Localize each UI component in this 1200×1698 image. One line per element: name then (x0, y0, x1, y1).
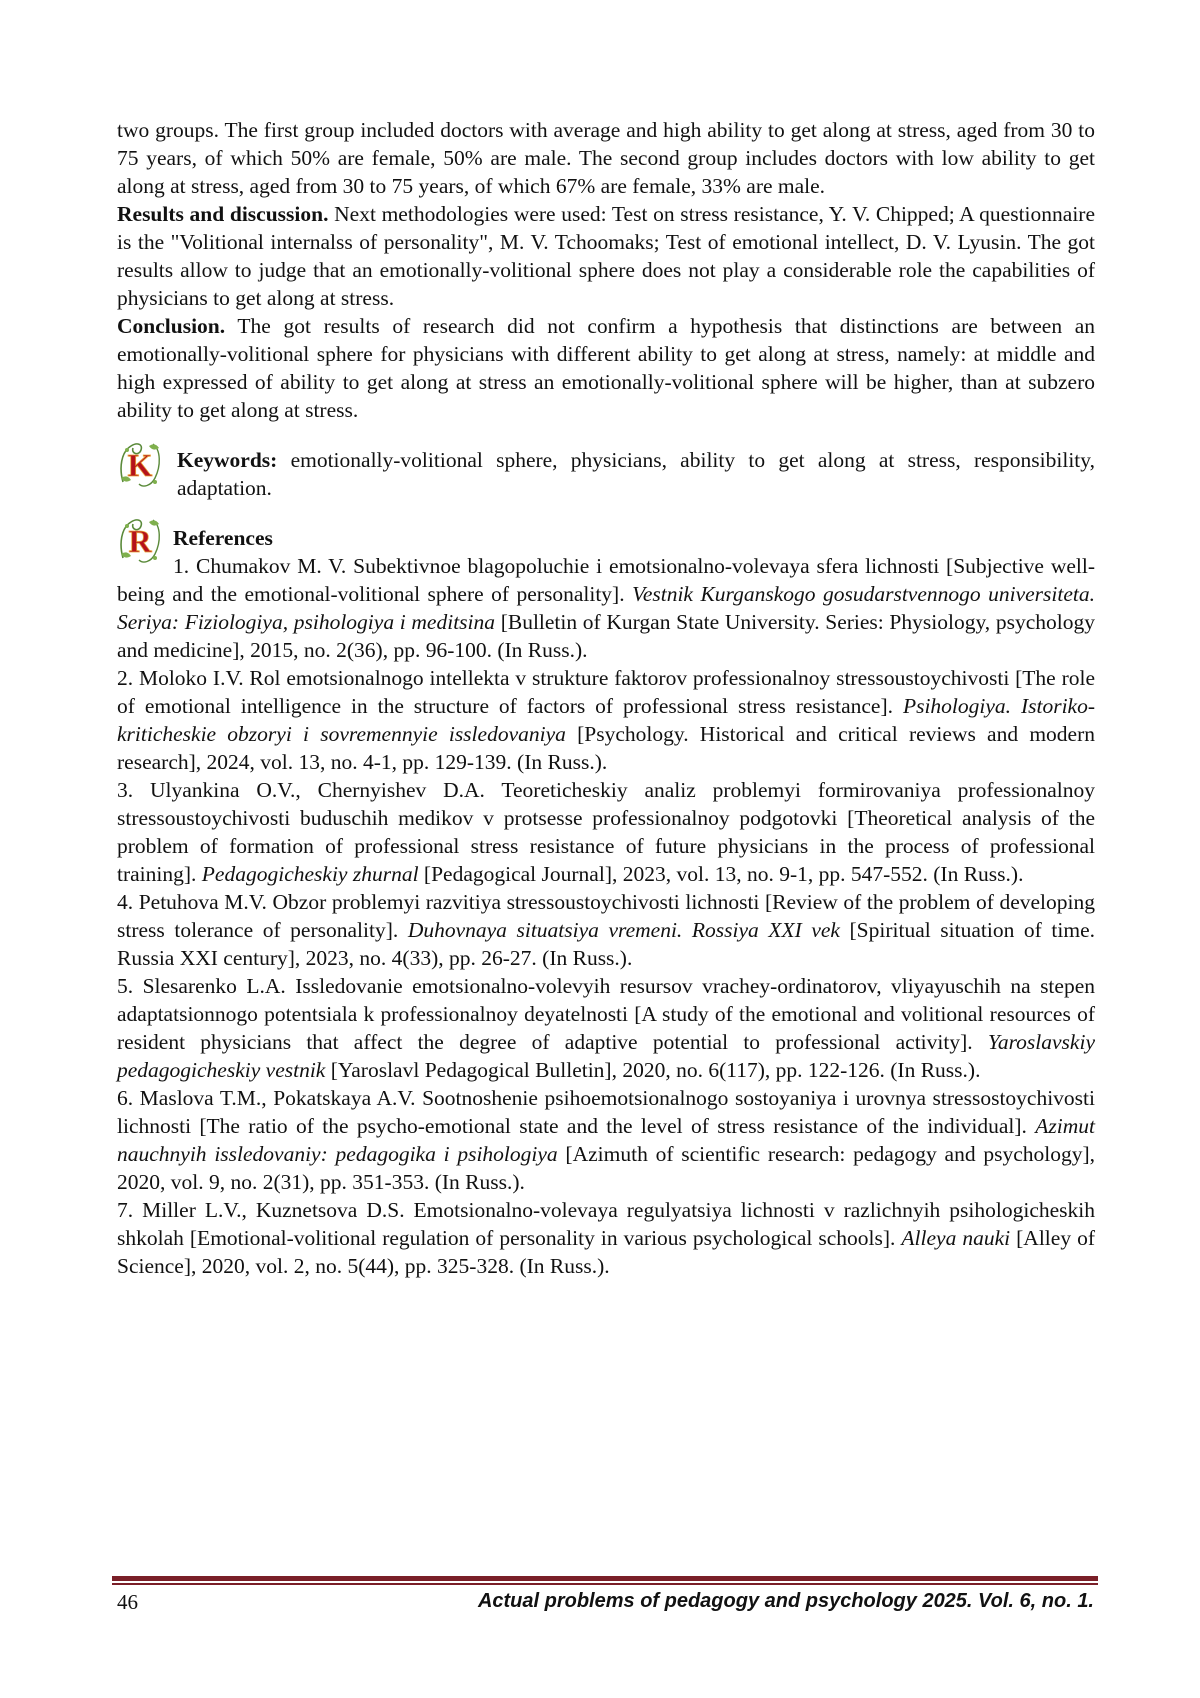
svg-text:R: R (128, 523, 152, 559)
article-body (117, 116, 1095, 1280)
reference-text: 4. Petuhova M.V. Obzor problemyi razvitiya stressoustoychivosti lichnosti [Review of the problem of developing stress tolerance of personality]. (117, 890, 1095, 942)
reference-details: [Psychology. Historical and critical reviews and modern research], 2024, vol. 13, no. 4-1, pp. 129-139. (In Russ.). (117, 722, 1095, 774)
reference-details: [Spiritual situation of time. Russia XXI century], 2023, no. 4(33), pp. 26-27. (In Russ.). (117, 918, 1095, 970)
reference-item (117, 776, 1095, 888)
reference-item (117, 888, 1095, 972)
reference-journal: Vestnik Kurganskogo gosudarstvennogo universiteta. Seriya: Fiziologiya, psihologiya i meditsina (117, 582, 1096, 634)
conclusion-label: Conclusion. (117, 314, 226, 338)
footer-rule (112, 1576, 1098, 1581)
reference-details: [Pedagogical Journal], 2023, vol. 13, no. 9-1, pp. 547-552. (In Russ.). (418, 862, 1024, 886)
reference-item (117, 552, 1095, 664)
references-heading: References (173, 526, 273, 550)
journal-footer: Actual problems of pedagogy and psychology 2025. Vol. 6, no. 1. (477, 1590, 1094, 1612)
reference-item (117, 1196, 1095, 1280)
references-initial-icon (117, 514, 163, 566)
reference-item (117, 1084, 1095, 1196)
reference-text: 3. Ulyankina O.V., Chernyishev D.A. Teoreticheskiy analiz problemyi formirovaniya professionalnoy stressoustoychivosti buduschih medikov v protsesse professionalnoy podgotovki [Theoretical analysis of the problem of formation of professional stress resistance of future physicians in the process of professional training]. (117, 778, 1095, 886)
reference-text: 7. Miller L.V., Kuznetsova D.S. Emotsionalno-volevaya regulyatsiya lichnosti v razlichnyih psihologicheskih shkolah [Emotional-volitional regulation of personality in various psychological schools]. (117, 1198, 1095, 1250)
reference-text: 6. Maslova T.M., Pokatskaya A.V. Sootnoshenie psihoemotsionalnogo sostoyaniya i urovnya stressostoychivosti lichnosti [The ratio of the psycho-emotional state and the level of stress resistance of the individual]. (117, 1086, 1095, 1138)
reference-text: 5. Slesarenko L.A. Issledovanie emotsionalno-volevyih resursov vrachey-ordinatorov, vliyayuschih na stepen adaptatsionnogo potentsiala k professionalnoy deyatelnosti [A study of the emotional and volitional resources of resident physicians that affect the degree of adaptive potential to professional activity]. (117, 974, 1095, 1054)
references-section (117, 524, 1095, 1280)
results-text: Next methodologies were used: Test on stress resistance, Y. V. Chipped; A questionnaire is the "Volitional internalss of personality", M. V. Tchoomaks; Test of emotional intellect, D. V. Lyusin. The got results allow to judge that an emotionally-volitional sphere does not play a considerable role the capabilities of physicians to get along at stress. (117, 202, 1095, 310)
reference-journal: Duhovnaya situatsiya vremeni. Rossiya XXI vek (407, 918, 840, 942)
reference-journal: Psihologiya. Istoriko-kriticheskie obzoryi i sovremennyie issledovaniya (117, 694, 1095, 746)
svg-text:K: K (127, 447, 153, 483)
reference-journal: Pedagogicheskiy zhurnal (201, 862, 419, 886)
reference-details: [Yaroslavl Pedagogical Bulletin], 2020, no. 6(117), pp. 122-126. (In Russ.). (325, 1058, 981, 1082)
results-label: Results and discussion. (117, 202, 329, 226)
page-number: 46 (117, 1590, 138, 1614)
conclusion-paragraph (117, 312, 1095, 424)
reference-journal: Alleya nauki (901, 1226, 1011, 1250)
reference-details: [Alley of Science], 2020, vol. 2, no. 5(44), pp. 325-328. (In Russ.). (117, 1226, 1095, 1278)
reference-text: 2. Moloko I.V. Rol emotsionalnogo intellekta v strukture faktorov professionalnoy stressoustoychivosti [The role of emotional intelligence in the structure of factors of professional stress resistance]. (117, 666, 1095, 718)
keywords-text: emotionally-volitional sphere, physicians, ability to get along at stress, responsibility, adaptation. (177, 448, 1095, 500)
footer-rule-thin (112, 1583, 1098, 1585)
reference-item (117, 972, 1095, 1084)
methods-paragraph: two groups. The first group included doctors with average and high ability to get along at stress, aged from 30 to 75 years, of which 50% are female, 50% are male. The second group includes doctors with low ability to get along at stress, aged from 30 to 75 years, of which 67% are female, 33% are male. (117, 118, 1095, 198)
conclusion-text: The got results of research did not confirm a hypothesis that distinctions are between an emotionally-volitional sphere for physicians with different ability to get along at stress, namely: at middle and high expressed of ability to get along at stress an emotionally-volitional sphere will be higher, than at subzero ability to get along at stress. (117, 314, 1095, 422)
reference-item (117, 664, 1095, 776)
keywords-paragraph (177, 446, 1095, 502)
keywords-label: Keywords: (177, 448, 278, 472)
reference-text: 1. Chumakov M. V. Subektivnoe blagopoluchie i emotsionalno-volevaya sfera lichnosti [Subjective well-being and the emotional-volitional sphere of personality]. (117, 554, 1095, 606)
keywords-section (117, 446, 1095, 502)
keywords-initial-icon (117, 438, 163, 490)
reference-details: [Azimuth of scientific research: pedagogy and psychology], 2020, vol. 9, no. 2(31), pp. 351-353. (In Russ.). (117, 1142, 1095, 1194)
reference-details: [Bulletin of Kurgan State University. Series: Physiology, psychology and medicine], 2015, no. 2(36), pp. 96-100. (In Russ.). (117, 610, 1095, 662)
reference-journal: Azimut nauchnyih issledovaniy: pedagogika i psihologiya (117, 1114, 1095, 1166)
reference-journal: Yaroslavskiy pedagogicheskiy vestnik (117, 1030, 1095, 1082)
results-paragraph (117, 200, 1095, 312)
